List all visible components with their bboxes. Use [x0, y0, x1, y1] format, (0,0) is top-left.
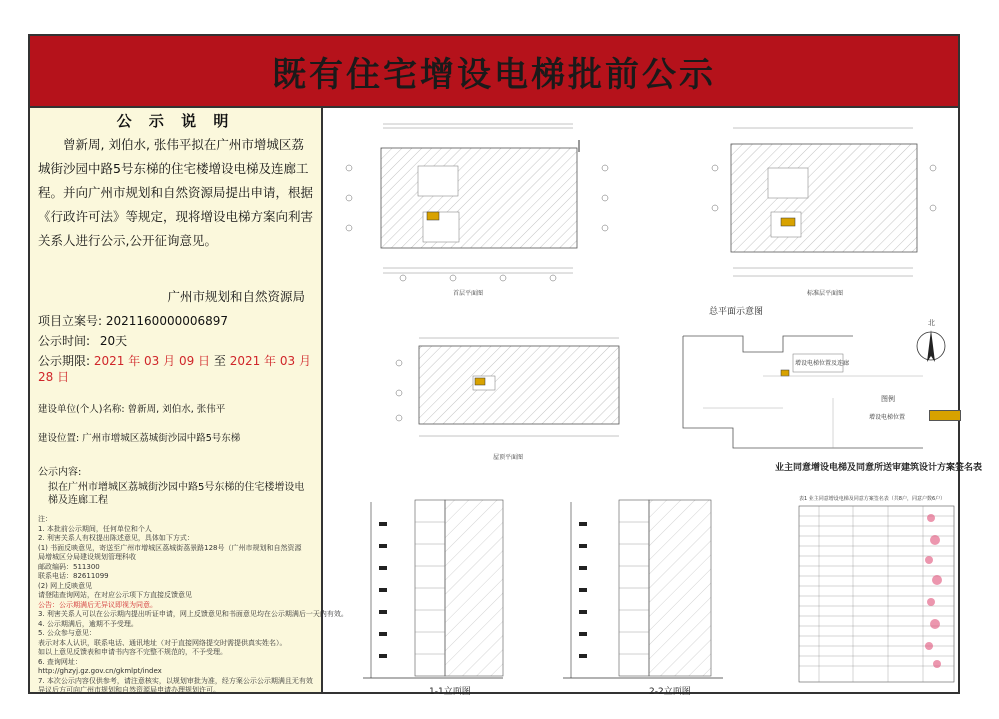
note-line: http://ghzyj.gz.gov.cn/gkmlpt/index	[38, 667, 162, 675]
elevator-marker	[781, 370, 789, 376]
drawings-svg	[323, 108, 958, 692]
note-line: 局增城区分局建设规划管理科收	[38, 553, 136, 561]
note-line: (1) 书面反映意见，寄送至广州市增城区荔城街荔景路128号（广州市规划和自然资源	[38, 543, 302, 552]
duration-row	[38, 333, 313, 349]
project-number-label: 项目立案号:	[38, 314, 103, 328]
builder-label: 建设单位(个人)名称:	[38, 404, 125, 415]
elevator-marker	[427, 212, 439, 220]
note-line: (2) 网上反映意见	[38, 581, 93, 590]
elevation-2	[563, 500, 723, 678]
notice-panel	[30, 108, 348, 694]
signature-caption: 业主同意增设电梯及同意所送审建筑设计方案签名表	[775, 463, 983, 473]
period-row	[38, 353, 313, 385]
content-label: 公示内容:	[38, 467, 82, 478]
period-to: 至	[213, 354, 226, 368]
project-number-row	[38, 313, 313, 329]
note-line: 6. 查询网址：	[38, 657, 82, 666]
note-line: 邮政编码：511300	[38, 562, 100, 571]
notes-block	[38, 515, 348, 696]
location-row	[38, 432, 313, 445]
note-line-highlight: 公告：公示期满后无异议即视为同意。	[38, 600, 157, 609]
signature-table	[799, 506, 954, 682]
north-arrow-icon	[917, 330, 945, 362]
content-value: 拟在广州市增城区荔城街沙园中路5号东梯的住宅楼增设电梯及连廊工程	[48, 482, 305, 506]
duration-label: 公示时间:	[38, 334, 91, 348]
period-label: 公示期限:	[38, 354, 91, 368]
notice-heading: 公 示 说 明	[116, 112, 235, 130]
site-plan-label: 总平面示意图	[709, 307, 764, 317]
note-line: 表示对本人认识，联系电话、通讯地址（对于直接网络提交时需提供真实姓名）。	[38, 638, 287, 647]
agency-name: 广州市规划和自然资源局	[167, 289, 305, 304]
note-line: 5. 公众参与意见：	[38, 629, 96, 637]
period-start: 2021 年 03 月 09 日	[93, 354, 211, 368]
notice-paragraph: 曾新周, 刘伯水, 张伟平拟在广州市增城区荔城街沙园中路5号东梯的住宅楼增设电梯及连廊工程。并向广州市规划和自然资源局提出申请，根据《行政许可法》等规定，现将增设电梯方案向利害关系人进行公示,公开征询意见。	[38, 137, 314, 248]
note-line: 联系电话：82611099	[38, 572, 109, 580]
title-banner	[30, 36, 958, 108]
plan3-label: 屋顶平面图	[493, 454, 524, 461]
elevation-1	[363, 500, 503, 678]
note-line: 1. 本批前公示期间，任何单位和个人	[38, 524, 152, 533]
builder-value: 曾新周, 刘伯水, 张伟平	[127, 404, 226, 415]
elevator-marker	[475, 378, 485, 385]
drawings-area	[323, 108, 983, 697]
location-label: 建设位置:	[38, 433, 80, 444]
north-label: 北	[928, 319, 935, 327]
period-end: 2021 年 03 月 28 日	[38, 354, 311, 384]
note-line: 4. 公示期满后，逾期不予受理。	[38, 619, 138, 628]
page-title: 既有住宅增设电梯批前公示	[272, 54, 716, 95]
floor-plan-2	[712, 128, 936, 276]
note-line: 2. 利害关系人有权提出陈述意见，具体如下方式：	[38, 534, 194, 542]
elevation2-label: 2-2立面图	[649, 687, 691, 697]
note-line: 3. 利害关系人可以在公示期内提出听证申请，网上反馈意见和书面意见均在公示期满后一天内有效。	[38, 610, 348, 618]
plan1-label: 首层平面图	[453, 290, 484, 297]
site-plan	[683, 336, 923, 448]
floor-plan-1	[346, 124, 608, 281]
location-value: 广州市增城区荔城街沙园中路5号东梯	[82, 433, 241, 444]
builder-row	[38, 403, 313, 416]
project-number: 2021160000006897	[105, 314, 229, 328]
legend-title: 图例	[881, 395, 895, 403]
note-line: 注：	[38, 515, 52, 523]
floor-plan-3	[396, 338, 619, 436]
signature-table-title: 表1 业主同意增设电梯及同意方案签名表（共8户，同意户数6户）	[799, 496, 946, 502]
note-line: 请登陆查询网站，在对应公示项下方直接反馈意见	[38, 591, 192, 599]
duration-value: 20天	[99, 334, 128, 348]
notice-board	[28, 34, 983, 697]
site-box-label: 增设电梯位置及连廊	[795, 360, 850, 367]
note-line: 如以上意见反馈表和申请书内容不完整不规范的，不予受理。	[38, 648, 227, 656]
note-line: 7. 本次公示内容仅供参考，请注意核实，以规划审批为准，经方案公示公示期满且无有效	[38, 676, 313, 685]
elevator-marker	[781, 218, 795, 226]
legend-item-label: 增设电梯位置	[869, 414, 906, 421]
plan2-label: 标准层平面图	[807, 290, 844, 297]
note-line: 异议后方可向广州市规划和自然资源局申请办理规划许可。	[38, 686, 220, 694]
elevation1-label: 1-1立面图	[429, 687, 471, 697]
legend-swatch	[929, 410, 961, 421]
